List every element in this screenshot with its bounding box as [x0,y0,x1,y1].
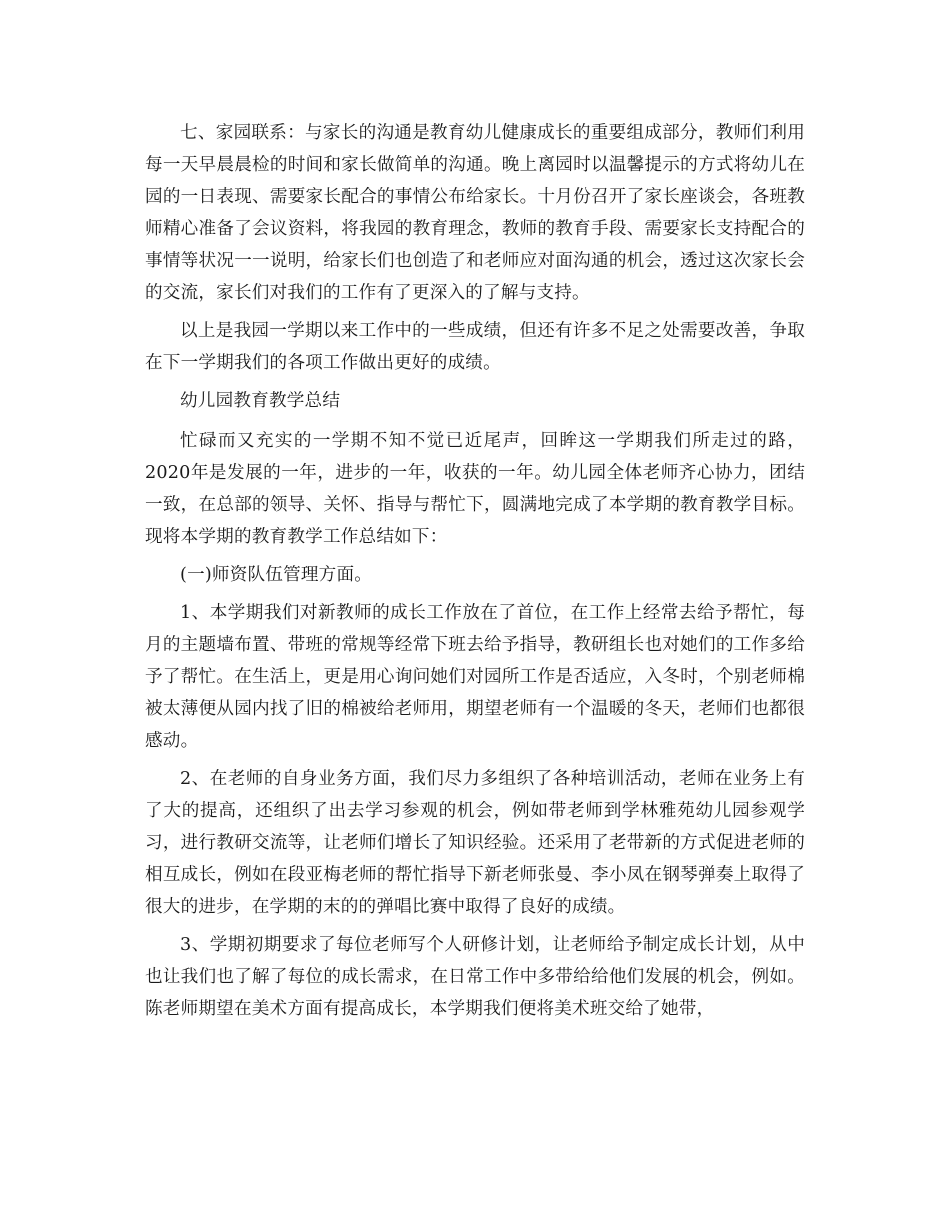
paragraph-item-2: 2、在老师的自身业务方面，我们尽力多组织了各种培训活动，老师在业务上有了大的提高，还组织了出去学习参观的机会，例如带老师到学林雅苑幼儿园参观学习，进行教研交流等，让老师们增长了知识经验。还采用了老带新的方式促进老师的相互成长，例如在段亚梅老师的帮忙指导下新老师张曼、李小凤在钢琴弹奏上取得了很大的进步，在学期的末的的弹唱比赛中取得了良好的成绩。 [145,769,805,917]
paragraph-item-1: 1、本学期我们对新教师的成长工作放在了首位，在工作上经常去给予帮忙，每月的主题墙布置、带班的常规等经常下班去给予指导，教研组长也对她们的工作多给予了帮忙。在生活上，更是用心询问她们对园所工作是否适应，入冬时，个别老师棉被太薄便从园内找了旧的棉被给老师用，期望老师有一个温暖的冬天，老师们也都很感动。 [145,603,805,751]
subsection-title-teaching-staff: (一)师资队伍管理方面。 [180,565,373,585]
paragraph-introduction: 忙碌而又充实的一学期不知不觉已近尾声，回眸这一学期我们所走过的路，2020年是发展的一年，进步的一年，收获的一年。幼儿园全体老师齐心协力，团结一致，在总部的领导、关怀、指导与帮忙下，圆满地完成了本学期的教育教学目标。现将本学期的教育教学工作总结如下： [145,431,805,547]
paragraph-home-school-contact: 七、家园联系：与家长的沟通是教育幼儿健康成长的重要组成部分，教师们利用每一天早晨晨检的时间和家长做简单的沟通。晚上离园时以温馨提示的方式将幼儿在园的一日表现、需要家长配合的事情公布给家长。十月份召开了家长座谈会，各班教师精心准备了会议资料，将我园的教育理念，教师的教育手段、需要家长支持配合的事情等状况一一说明，给家长们也创造了和老师应对面沟通的机会，透过这次家长会的交流，家长们对我们的工作有了更深入的了解与支持。 [145,123,805,303]
paragraph-item-3: 3、学期初期要求了每位老师写个人研修计划，让老师给予制定成长计划，从中也让我们也了解了每位的成长需求，在日常工作中多带给给他们发展的机会，例如。陈老师期望在美术方面有提高成长，本学期我们便将美术班交给了她带， [145,935,805,1019]
paragraph-semester-summary: 以上是我园一学期以来工作中的一些成绩，但还有许多不足之处需要改善，争取在下一学期我们的各项工作做出更好的成绩。 [145,321,805,373]
document-body [145,117,805,1031]
section-title: 幼儿园教育教学总结 [180,391,341,411]
